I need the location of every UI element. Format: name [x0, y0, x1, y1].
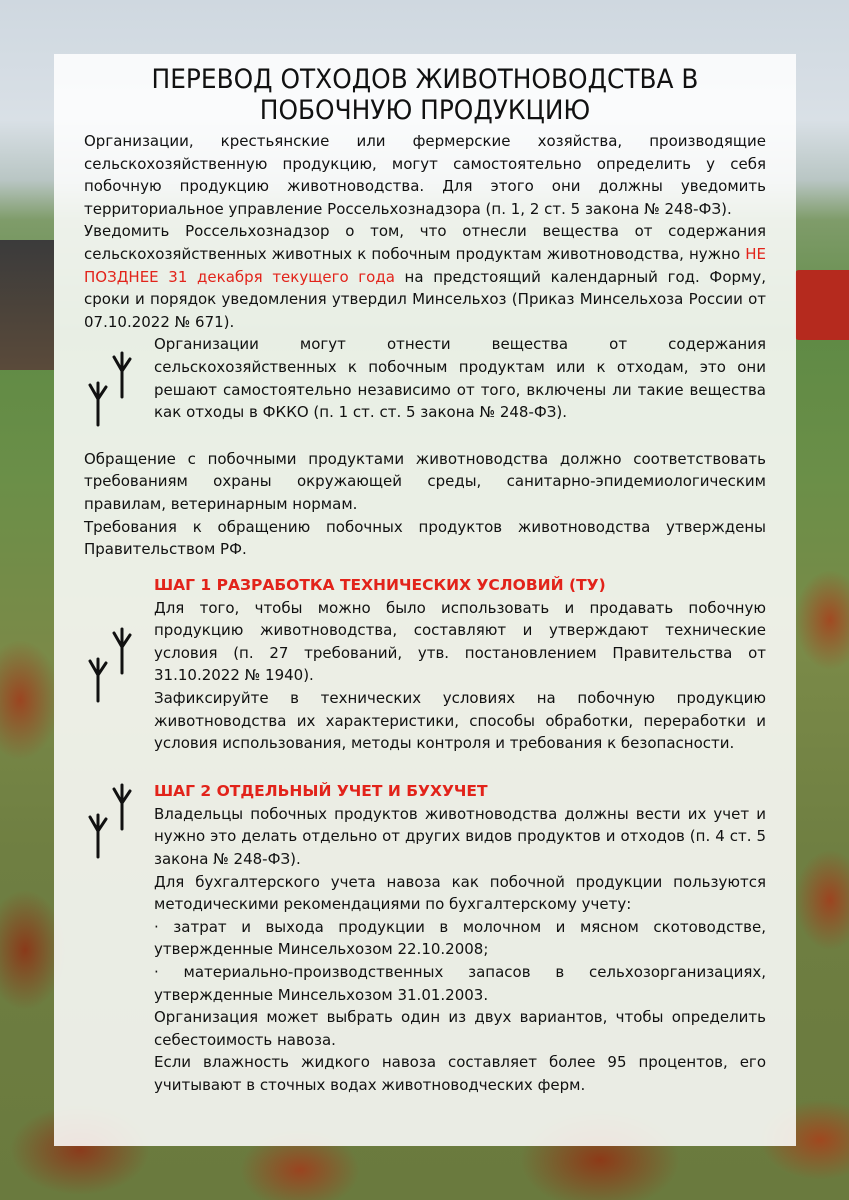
step2-bullet-1: · затрат и выхода продукции в молочном и мясном скотоводстве, утвержденные Минсельхозом 22.10.2008;	[154, 917, 766, 959]
step2-paragraph-2: Для бухгалтерского учета навоза как побочной продукции пользуются методическими рекомендациями по бухгалтерскому учету:	[154, 872, 766, 914]
title-line-1: ПЕРЕВОД ОТХОДОВ ЖИВОТНОВОДСТВА В	[151, 64, 699, 95]
bird-tracks-icon	[84, 623, 136, 703]
background-tractor	[795, 270, 849, 340]
step1-paragraph-2: Зафиксируйте в технических условиях на побочную продукцию животноводства их характеристики, способы обработки, переработки и условия использования, методы контроля и требования к безопасности.	[154, 689, 766, 753]
handling-paragraph: Обращение с побочными продуктами животноводства должно соответствовать требованиям охраны окружающей среды, санитарно-эпидемиологическим правилам, ветеринарным нормам.	[84, 449, 766, 513]
title-line-2: ПОБОЧНУЮ ПРОДУКЦИЮ	[259, 95, 591, 126]
step1-heading: ШАГ 1 РАЗРАБОТКА ТЕХНИЧЕСКИХ УСЛОВИЙ (ТУ)	[154, 575, 606, 594]
intro-paragraph: Организации, крестьянские или фермерские хозяйства, производящие сельскохозяйственную продукцию, могут самостоятельно определить у себя побочную продукцию животноводства. Для этого они должны уведомить территориальное управление Россельхознадзора (п. 1, 2 ст. 5 закона № 248-ФЗ).	[84, 132, 766, 218]
notification-paragraph: Уведомить Россельхознадзор о том, что отнесли вещества от содержания сельскохозяйственных животных к побочным продуктам животноводства, нужно НЕ ПОЗДНЕЕ 31 декабря текущего года на предстоящий календарный год. Форму, сроки и порядок уведомления утвердил Минсельхоз (Приказ Минсельхоза России от 07.10.2022 № 671).	[84, 222, 766, 331]
step2-paragraph-1: Владельцы побочных продуктов животноводства должны вести их учет и нужно это делать отдельно от других видов продуктов и отходов (п. 4 ст. 5 закона № 248-ФЗ).	[154, 804, 766, 869]
step2-paragraph-3: Организация может выбрать один из двух вариантов, чтобы определить себестоимость навоза.	[154, 1008, 766, 1049]
step2-paragraph-4: Если влажность жидкого навоза составляет более 95 процентов, его учитывают в сточных водах животноводческих ферм.	[154, 1053, 766, 1094]
choice-block	[84, 333, 766, 423]
step1-block	[84, 573, 766, 755]
choice-paragraph: Организации могут отнести вещества от содержания сельскохозяйственных к побочным продуктам или к отходам, это они решают самостоятельно независимо от того, включены ли такие вещества как отходы в ФККО (п. 1 ст. ст. 5 закона № 248-ФЗ).	[154, 335, 766, 422]
page-title	[111, 64, 738, 126]
step2-bullet-2: · материально-производственных запасов в сельхозорганизациях, утвержденные Минсельхозом 31.01.2003.	[154, 963, 766, 1004]
bird-tracks-icon	[84, 347, 136, 427]
background-barn	[0, 240, 54, 370]
document-panel	[54, 54, 796, 1146]
bird-tracks-icon	[84, 779, 136, 859]
step2-heading: ШАГ 2 ОТДЕЛЬНЫЙ УЧЕТ И БУХУЧЕТ	[154, 781, 488, 800]
requirements-paragraph: Требования к обращению побочных продуктов животноводства утверждены Правительством РФ.	[84, 517, 766, 559]
step2-block	[84, 779, 766, 1097]
deadline-highlight: НЕ ПОЗДНЕЕ 31 декабря текущего года	[84, 244, 766, 286]
step1-paragraph-1: Для того, чтобы можно было использовать и продавать побочную продукцию животноводства, составляют и утверждают технические условия (п. 27 требований, утв. постановлением Правительства от 31.10.2022 № 1940).	[154, 598, 766, 685]
